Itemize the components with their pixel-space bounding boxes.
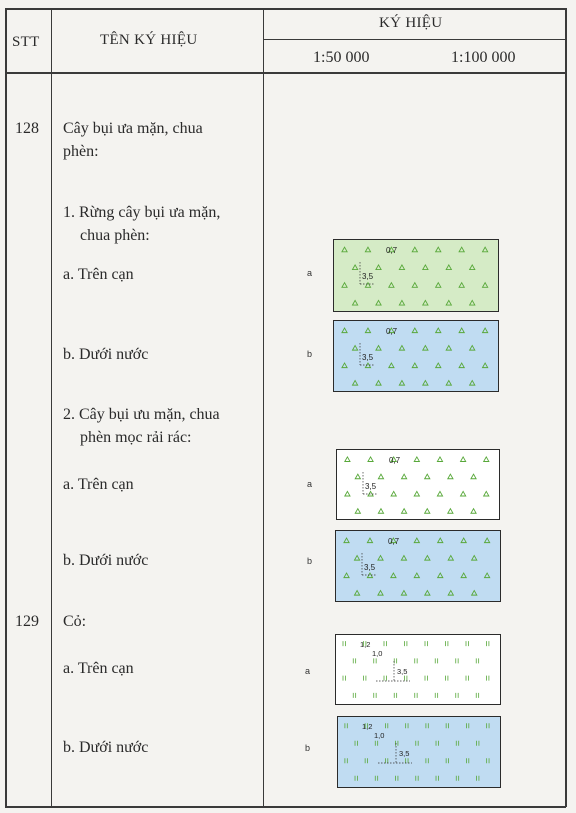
grass-mark: [394, 693, 396, 698]
shrub-mark: [412, 328, 417, 333]
symbol-2a-swatch: [336, 449, 500, 520]
grass-mark: [415, 658, 417, 663]
shrub-mark: [436, 247, 441, 252]
shrub-mark: [446, 265, 451, 270]
row-128-title-line1: Cây bụi ưa mặn, chua: [63, 120, 203, 137]
shrub-mark: [448, 474, 453, 479]
shrub-mark: [354, 591, 359, 596]
grass-mark: [435, 693, 437, 698]
grass-mark: [487, 641, 489, 646]
shrub-mark: [485, 538, 490, 543]
symbol-pattern: [334, 240, 498, 311]
shrub-mark: [461, 538, 466, 543]
grass-mark: [476, 658, 478, 663]
dimension-label: 0,7: [388, 537, 400, 546]
shrub-mark: [471, 474, 476, 479]
shrub-mark: [344, 573, 349, 578]
shrub-mark: [470, 300, 475, 305]
grass-mark: [385, 723, 387, 728]
shrub-mark: [484, 457, 489, 462]
shrub-mark: [378, 556, 383, 561]
shrub-mark: [448, 591, 453, 596]
grass-mark: [466, 758, 468, 763]
symbol-pattern: [336, 635, 500, 704]
grass-mark: [375, 741, 377, 746]
table-border-top: [5, 8, 566, 10]
shrub-mark: [412, 363, 417, 368]
symbol-2b-letter: b: [307, 556, 313, 566]
shrub-mark: [402, 509, 407, 514]
dimension-label: 3,5: [362, 272, 374, 281]
symbol-1a-swatch: [333, 239, 499, 312]
table-border-right: [565, 8, 567, 807]
shrub-mark: [423, 265, 428, 270]
shrub-mark: [414, 491, 419, 496]
grass-mark: [456, 693, 458, 698]
shrub-mark: [448, 556, 453, 561]
symbol-1b-swatch: [333, 320, 499, 392]
shrub-mark: [412, 283, 417, 288]
row-129-title: Cỏ:: [63, 613, 87, 630]
shrub-mark: [461, 457, 466, 462]
header-divider-symbol: [263, 39, 566, 40]
shrub-mark: [436, 328, 441, 333]
shrub-mark: [483, 247, 488, 252]
header-symbol: KÝ HIỆU: [379, 15, 443, 31]
row-128-sub2-line1: 2. Cây bụi ưu mặn, chua: [63, 406, 220, 423]
shrub-mark: [352, 300, 357, 305]
shrub-mark: [378, 474, 383, 479]
row-128-title-line2: phèn:: [63, 143, 99, 160]
row-129-a: a. Trên cạn: [63, 660, 134, 677]
grass-mark: [405, 641, 407, 646]
shrub-mark: [484, 491, 489, 496]
grass-mark: [456, 741, 458, 746]
shrub-mark: [436, 363, 441, 368]
shrub-mark: [470, 265, 475, 270]
shrub-mark: [459, 363, 464, 368]
shrub-mark: [438, 573, 443, 578]
grass-mark: [446, 641, 448, 646]
grass-mark: [406, 723, 408, 728]
grass-mark: [487, 723, 489, 728]
shrub-mark: [423, 381, 428, 386]
shrub-mark: [472, 556, 477, 561]
grass-mark: [466, 723, 468, 728]
grass-mark: [343, 676, 345, 681]
row-129-b: b. Dưới nước: [63, 739, 149, 756]
shrub-mark: [389, 363, 394, 368]
row-128-sub1-line2: chua phèn:: [80, 227, 150, 244]
symbol-3a-swatch: [335, 634, 501, 705]
table-border-bottom: [5, 806, 566, 808]
shrub-mark: [425, 509, 430, 514]
shrub-mark: [389, 283, 394, 288]
shrub-mark: [485, 573, 490, 578]
grass-mark: [425, 641, 427, 646]
dimension-label: 3,5: [399, 749, 410, 758]
grass-mark: [345, 723, 347, 728]
grass-mark: [374, 658, 376, 663]
shrub-mark: [344, 538, 349, 543]
shrub-mark: [423, 346, 428, 351]
shrub-mark: [483, 328, 488, 333]
dimension-label: 3,5: [365, 482, 377, 491]
grass-mark: [426, 723, 428, 728]
shrub-mark: [446, 381, 451, 386]
shrub-mark: [472, 591, 477, 596]
shrub-mark: [342, 328, 347, 333]
grass-mark: [353, 658, 355, 663]
shrub-mark: [471, 509, 476, 514]
grass-mark: [435, 658, 437, 663]
shrub-mark: [352, 381, 357, 386]
grass-mark: [406, 758, 408, 763]
grass-mark: [466, 676, 468, 681]
shrub-mark: [342, 283, 347, 288]
shrub-mark: [368, 457, 373, 462]
shrub-mark: [391, 573, 396, 578]
shrub-mark: [459, 283, 464, 288]
grass-mark: [394, 658, 396, 663]
shrub-mark: [345, 457, 350, 462]
shrub-mark: [461, 573, 466, 578]
shrub-mark: [378, 591, 383, 596]
grass-mark: [375, 776, 377, 781]
shrub-mark: [436, 283, 441, 288]
grass-mark: [446, 758, 448, 763]
grass-mark: [416, 741, 418, 746]
grass-mark: [487, 676, 489, 681]
row-128-number: 128: [15, 120, 39, 137]
grass-mark: [446, 676, 448, 681]
symbol-pattern: [337, 450, 499, 519]
shrub-mark: [355, 474, 360, 479]
row-129-number: 129: [15, 613, 39, 630]
dimension-label: 1,2: [360, 640, 371, 649]
symbol-2b-swatch: [335, 530, 501, 602]
row-128-sub1-a: a. Trên cạn: [63, 266, 134, 283]
grass-mark: [355, 776, 357, 781]
symbol-pattern: [334, 321, 498, 391]
grass-mark: [396, 776, 398, 781]
shrub-mark: [459, 328, 464, 333]
shrub-mark: [459, 247, 464, 252]
row-128-sub2-b: b. Dưới nước: [63, 552, 149, 569]
shrub-mark: [414, 538, 419, 543]
table-border-left: [5, 8, 7, 807]
shrub-mark: [342, 247, 347, 252]
shrub-mark: [365, 328, 370, 333]
shrub-mark: [355, 509, 360, 514]
shrub-mark: [365, 283, 370, 288]
symbol-1b-letter: b: [307, 349, 313, 359]
grass-mark: [374, 693, 376, 698]
symbol-2a-letter: a: [307, 479, 313, 489]
grass-mark: [345, 758, 347, 763]
column-divider-stt: [51, 8, 52, 807]
shrub-mark: [399, 381, 404, 386]
row-128-sub2-a: a. Trên cạn: [63, 476, 134, 493]
shrub-mark: [461, 491, 466, 496]
shrub-mark: [399, 300, 404, 305]
row-128-sub2-line2: phèn mọc rải rác:: [80, 429, 192, 446]
grass-mark: [355, 741, 357, 746]
shrub-mark: [437, 457, 442, 462]
dimension-label: 0,7: [386, 327, 398, 336]
shrub-mark: [352, 346, 357, 351]
shrub-mark: [367, 538, 372, 543]
shrub-mark: [470, 346, 475, 351]
grass-mark: [364, 676, 366, 681]
column-divider-name: [263, 8, 264, 807]
symbol-pattern: [338, 717, 500, 787]
dimension-label: 3,5: [362, 353, 374, 362]
shrub-mark: [483, 363, 488, 368]
header-stt: STT: [12, 34, 40, 50]
grass-mark: [466, 641, 468, 646]
grass-mark: [425, 676, 427, 681]
dimension-label: 1,0: [372, 649, 383, 658]
grass-mark: [456, 776, 458, 781]
shrub-mark: [365, 247, 370, 252]
shrub-mark: [437, 491, 442, 496]
shrub-mark: [402, 474, 407, 479]
shrub-mark: [401, 591, 406, 596]
grass-mark: [353, 693, 355, 698]
grass-mark: [446, 723, 448, 728]
shrub-mark: [354, 556, 359, 561]
shrub-mark: [414, 573, 419, 578]
dimension-label: 0,7: [386, 246, 398, 255]
grass-mark: [436, 776, 438, 781]
shrub-mark: [376, 381, 381, 386]
header-name: TÊN KÝ HIỆU: [100, 32, 198, 48]
grass-mark: [426, 758, 428, 763]
dimension-label: 1,2: [362, 722, 373, 731]
shrub-mark: [376, 265, 381, 270]
shrub-mark: [414, 457, 419, 462]
row-128-sub1-line1: 1. Rừng cây bụi ưa mặn,: [63, 204, 221, 221]
shrub-mark: [425, 591, 430, 596]
header-scale-50k: 1:50 000: [313, 49, 370, 66]
shrub-mark: [412, 247, 417, 252]
shrub-mark: [446, 346, 451, 351]
dimension-label: 1,0: [374, 731, 385, 740]
shrub-mark: [342, 363, 347, 368]
grass-mark: [384, 641, 386, 646]
shrub-mark: [352, 265, 357, 270]
shrub-mark: [446, 300, 451, 305]
shrub-mark: [399, 346, 404, 351]
symbol-3b-swatch: [337, 716, 501, 788]
dimension-label: 3,5: [364, 563, 376, 572]
symbol-pattern: [336, 531, 500, 601]
symbol-3b-letter: b: [305, 743, 311, 753]
shrub-mark: [438, 538, 443, 543]
dimension-label: 0,7: [389, 456, 401, 465]
symbol-1a-letter: a: [307, 268, 313, 278]
grass-mark: [343, 641, 345, 646]
grass-mark: [477, 741, 479, 746]
shrub-mark: [423, 300, 428, 305]
row-128-sub1-b: b. Dưới nước: [63, 346, 149, 363]
shrub-mark: [376, 300, 381, 305]
shrub-mark: [378, 509, 383, 514]
grass-mark: [385, 758, 387, 763]
header-scale-100k: 1:100 000: [451, 49, 516, 66]
shrub-mark: [448, 509, 453, 514]
shrub-mark: [425, 474, 430, 479]
shrub-mark: [345, 491, 350, 496]
shrub-mark: [425, 556, 430, 561]
shrub-mark: [399, 265, 404, 270]
grass-mark: [365, 758, 367, 763]
grass-mark: [477, 776, 479, 781]
header-bottom-line: [5, 72, 566, 74]
shrub-mark: [470, 381, 475, 386]
grass-mark: [415, 693, 417, 698]
symbol-3a-letter: a: [305, 666, 311, 676]
grass-mark: [487, 758, 489, 763]
grass-mark: [405, 676, 407, 681]
shrub-mark: [391, 491, 396, 496]
grass-mark: [384, 676, 386, 681]
shrub-mark: [376, 346, 381, 351]
grass-mark: [416, 776, 418, 781]
shrub-mark: [483, 283, 488, 288]
shrub-mark: [401, 556, 406, 561]
grass-mark: [456, 658, 458, 663]
grass-mark: [436, 741, 438, 746]
dimension-label: 3,5: [397, 667, 408, 676]
grass-mark: [476, 693, 478, 698]
